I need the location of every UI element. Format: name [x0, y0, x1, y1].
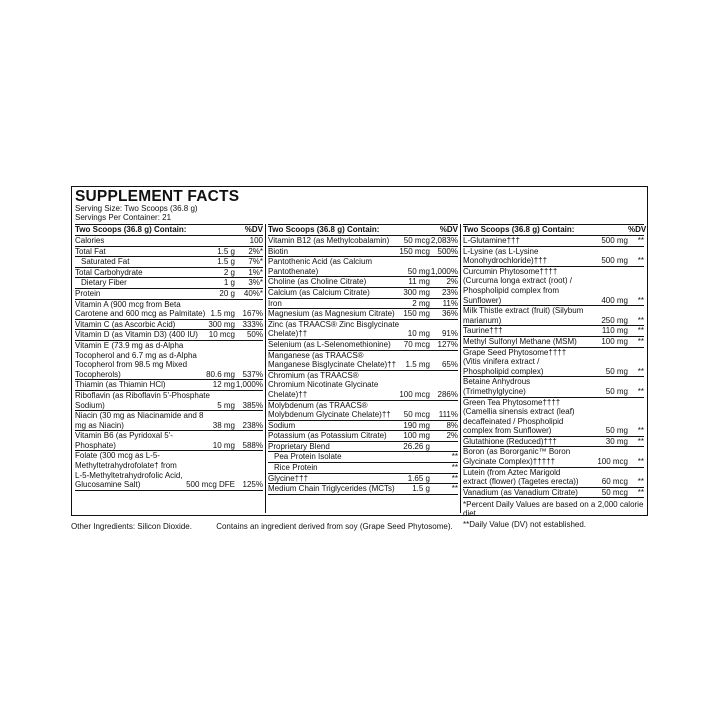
nutrient-dv: 23% [441, 287, 458, 297]
nutrient-dv: ** [637, 366, 644, 376]
nutrient-amount: 80.6 mg [206, 369, 235, 379]
facts-column-2 [266, 224, 461, 513]
nutrient-amount: 30 mg [605, 436, 628, 446]
nutrient-dv: ** [637, 426, 644, 436]
nutrient-row [75, 431, 263, 451]
nutrient-dv: ** [451, 473, 458, 483]
nutrient-dv: 7%* [248, 257, 263, 267]
nutrient-dv: 3%* [248, 278, 263, 288]
column-header-label: Two Scoops (36.8 g) Contain: [268, 225, 380, 234]
nutrient-dv: 333% [242, 319, 263, 329]
nutrient-name: Lutein (from Aztec Marigold extract (flower) (Tagetes erecta)) [463, 467, 579, 487]
nutrient-dv: ** [637, 295, 644, 305]
nutrient-name: Saturated Fat [81, 257, 130, 267]
nutrient-row [463, 236, 644, 247]
nutrient-row [268, 236, 458, 247]
nutrient-name: Proprietary Blend [268, 441, 330, 451]
nutrient-name: Biotin [268, 246, 289, 256]
nutrient-name: Vitamin B6 (as Pyridoxal 5'-Phosphate) [75, 431, 173, 450]
nutrient-dv: 91% [441, 329, 458, 339]
nutrient-name: Iron [268, 298, 282, 308]
column-header [268, 224, 458, 236]
nutrient-dv: ** [637, 236, 644, 245]
nutrient-row [268, 484, 458, 495]
nutrient-amount: 250 mg [601, 315, 628, 325]
nutrient-name: Rice Protein [274, 463, 318, 473]
column-header-label: Two Scoops (36.8 g) Contain: [463, 225, 575, 234]
nutrient-amount: 300 mg [208, 319, 235, 329]
nutrient-name: Thiamin (as Thiamin HCl) [75, 380, 166, 390]
nutrient-dv: 2%* [248, 246, 263, 256]
nutrient-amount: 150 mcg [399, 246, 430, 256]
nutrient-dv: ** [637, 315, 644, 325]
nutrient-amount: 110 mg [601, 326, 628, 336]
nutrient-name: Molybdenum (as TRAACS® Molybdenum Glycinate Chelate)†† [268, 400, 391, 420]
nutrient-name: Calcium (as Calcium Citrate) [268, 287, 370, 297]
nutrient-amount: 400 mg [601, 295, 628, 305]
panel-title: SUPPLEMENT FACTS [75, 188, 240, 205]
nutrient-amount: 1.5 g [217, 257, 235, 267]
nutrient-name: Boron (as Bororganic™ Boron Glycinate Complex)††††† [463, 447, 571, 467]
nutrient-amount: 100 mcg [597, 457, 628, 467]
nutrient-row [268, 442, 458, 453]
nutrient-row [463, 348, 644, 378]
nutrient-dv: 167% [242, 309, 263, 319]
nutrient-amount: 11 mg [408, 277, 430, 287]
nutrient-name: Glutathione (Reduced)††† [463, 436, 557, 446]
nutrient-name: Manganese (as TRAACS® Manganese Bisglycinate Chelate)†† [268, 350, 397, 370]
nutrient-row [268, 452, 458, 463]
nutrient-row [463, 247, 644, 267]
nutrient-dv: 111% [438, 410, 458, 420]
nutrient-dv: 537% [242, 369, 263, 379]
nutrient-name: Betaine Anhydrous (Trimethylglycine) [463, 377, 531, 396]
nutrient-name: Folate (300 mcg as L-5-Methyltetrahydrofolate† from L-5-Methyltetrahydrofolic Acid, Glucosamine Salt) [75, 451, 183, 490]
nutrient-row [75, 247, 263, 258]
nutrient-row [268, 277, 458, 288]
nutrient-name: Vitamin A (900 mcg from Beta Carotene and 600 mcg as Palmitate) [75, 299, 206, 319]
nutrient-name: Total Fat [75, 246, 106, 256]
nutrient-name: Niacin (30 mg as Niacinamide and 8 mg as Niacin) [75, 411, 204, 430]
nutrient-name: Total Carbohydrate [75, 267, 143, 277]
nutrient-name: Green Tea Phytosome†††† (Camellia sinensis extract (leaf) decaffeinated / Phospholipid complex from Sunflower) [463, 397, 575, 436]
footnote: *Percent Daily Values are based on a 2,000 calorie diet. [463, 500, 644, 519]
nutrient-dv: ** [451, 452, 458, 462]
nutrient-dv: 2% [446, 277, 458, 287]
nutrient-dv: ** [637, 457, 644, 467]
nutrient-row [75, 236, 263, 247]
nutrient-amount: 20 g [219, 288, 235, 298]
nutrient-row [463, 267, 644, 306]
nutrient-row [268, 309, 458, 320]
nutrient-dv: ** [637, 386, 644, 396]
nutrient-row [463, 306, 644, 326]
nutrient-amount: 50 mcg [601, 487, 628, 497]
nutrient-amount: 1.5 g [412, 484, 430, 494]
nutrient-dv: 40%* [243, 288, 263, 298]
column-header-label: Two Scoops (36.8 g) Contain: [75, 225, 187, 234]
nutrient-amount: 1.5 mg [210, 309, 235, 319]
nutrient-amount: 1.5 g [217, 246, 235, 256]
nutrient-name: Zinc (as TRAACS® Zinc Bisglycinate Chelate)†† [268, 319, 400, 339]
nutrient-amount: 100 mg [403, 431, 430, 441]
nutrient-amount: 150 mg [403, 309, 430, 319]
nutrient-row [463, 326, 644, 337]
nutrient-amount: 500 mg [601, 256, 628, 266]
nutrient-row [268, 340, 458, 351]
nutrient-name: Protein [75, 288, 101, 298]
nutrient-amount: 100 mcg [399, 389, 430, 399]
nutrient-row [75, 391, 263, 411]
nutrient-name: Pea Protein Isolate [274, 452, 342, 462]
nutrient-name: Riboflavin (as Riboflavin 5'-Phosphate Sodium) [75, 390, 210, 410]
facts-column-3 [461, 224, 647, 530]
nutrient-amount: 60 mcg [601, 477, 628, 487]
nutrient-row [75, 411, 263, 431]
nutrient-row [463, 398, 644, 437]
nutrient-name: Chromium (as TRAACS® Chromium Nicotinate Glycinate Chelate)†† [268, 370, 379, 399]
nutrient-dv: 1%* [248, 267, 263, 277]
nutrient-name: Grape Seed Phytosome†††† (Vitis vinifera extract / Phospholipid complex) [463, 347, 567, 376]
nutrient-name: Milk Thistle extract (fruit) (Silybum marianum) [463, 306, 584, 325]
nutrient-dv: 2% [446, 431, 458, 441]
column-header-dv: %DV [628, 225, 647, 234]
nutrient-amount: 50 mg [407, 266, 430, 276]
nutrient-dv: 1,000% [430, 266, 458, 276]
nutrient-row [268, 431, 458, 442]
nutrient-row [75, 380, 263, 391]
soy-statement: Contains an ingredient derived from soy (Grape Seed Phytosome). [216, 522, 453, 531]
nutrient-name: Calories [75, 236, 105, 245]
nutrient-amount: 10 mcg [208, 330, 235, 340]
nutrient-amount: 50 mg [605, 426, 628, 436]
nutrient-dv: 286% [437, 389, 458, 399]
nutrient-name: Choline (as Choline Citrate) [268, 277, 367, 287]
nutrient-amount: 70 mcg [403, 339, 430, 349]
nutrient-dv: 50% [246, 330, 263, 340]
nutrient-amount: 12 mg [212, 380, 235, 390]
facts-column-1 [75, 224, 266, 513]
nutrient-amount: 50 mg [605, 386, 628, 396]
nutrient-dv: 36% [441, 309, 458, 319]
nutrient-amount: 50 mcg [403, 236, 430, 245]
nutrient-row [268, 299, 458, 310]
nutrient-dv: ** [637, 256, 644, 266]
nutrient-row [75, 300, 263, 320]
nutrient-row [268, 421, 458, 432]
nutrient-dv: ** [637, 436, 644, 446]
nutrient-row [463, 337, 644, 348]
nutrient-dv: 588% [242, 440, 263, 450]
nutrient-amount: 500 mcg DFE [186, 480, 235, 490]
nutrient-row [268, 371, 458, 401]
column-header-dv: %DV [439, 225, 458, 234]
serving-size: Serving Size: Two Scoops (36.8 g) [75, 204, 198, 213]
other-ingredients-line [71, 522, 475, 532]
nutrient-name: Taurine††† [463, 326, 503, 336]
nutrient-name: Vitamin D (as Vitamin D3) (400 IU) [75, 330, 198, 340]
nutrient-amount: 10 mg [212, 440, 235, 450]
nutrient-name: L-Lysine (as L-Lysine Monohydrochloride)††† [463, 246, 548, 266]
nutrient-name: Vitamin B12 (as Methylcobalamin) [268, 236, 390, 245]
nutrient-name: L-Glutamine††† [463, 236, 520, 245]
nutrient-row [463, 468, 644, 488]
nutrient-row [268, 474, 458, 485]
nutrient-dv: 65% [441, 360, 458, 370]
nutrient-amount: 2 g [223, 267, 235, 277]
nutrient-name: Methyl Sulfonyl Methane (MSM) [463, 336, 577, 346]
nutrient-name: Selenium (as L-Selenomethionine) [268, 339, 391, 349]
nutrient-amount: 1.5 mg [405, 360, 430, 370]
nutrient-row [268, 247, 458, 258]
column-header-dv: %DV [244, 225, 263, 234]
nutrient-dv: 500% [437, 246, 458, 256]
nutrient-dv: 385% [242, 400, 263, 410]
nutrient-row [268, 351, 458, 371]
nutrient-name: Glycine††† [268, 473, 309, 483]
nutrient-dv: ** [637, 326, 644, 336]
nutrient-row [463, 488, 644, 499]
nutrient-amount: 100 mg [601, 336, 628, 346]
nutrient-name: Sodium [268, 420, 296, 430]
nutrient-name: Vitamin C (as Ascorbic Acid) [75, 319, 176, 329]
nutrient-row [463, 447, 644, 467]
nutrient-row [75, 289, 263, 300]
nutrient-row [268, 257, 458, 277]
nutrient-dv: 8% [446, 420, 458, 430]
nutrient-amount: 38 mg [212, 420, 235, 430]
nutrient-amount: 50 mcg [403, 410, 430, 420]
nutrient-name: Medium Chain Triglycerides (MCTs) [268, 484, 395, 494]
nutrient-dv: 100 [249, 236, 263, 245]
nutrient-dv: 127% [437, 339, 458, 349]
nutrient-dv: 1,000% [235, 380, 263, 390]
nutrient-row [268, 320, 458, 340]
nutrient-amount: 1 g [223, 278, 235, 288]
nutrient-row [75, 257, 263, 268]
nutrient-dv: ** [637, 477, 644, 487]
nutrient-dv: ** [451, 463, 458, 473]
nutrient-name: Pantothenic Acid (as Calcium Pantothenate) [268, 257, 373, 276]
nutrient-row [75, 278, 263, 289]
nutrient-dv: ** [451, 484, 458, 494]
nutrient-amount: 1.65 g [407, 473, 430, 483]
nutrient-amount: 300 mg [403, 287, 430, 297]
servings-per-container: Servings Per Container: 21 [75, 213, 172, 222]
nutrient-amount: 2 mg [412, 298, 430, 308]
nutrient-name: Potassium (as Potassium Citrate) [268, 431, 387, 441]
nutrient-name: Curcumin Phytosome†††† (Curcuma longa extract (root) / Phospholipid complex from Sunflower) [463, 266, 572, 305]
nutrient-amount: 50 mg [605, 366, 628, 376]
nutrient-row [75, 330, 263, 341]
nutrient-row [268, 288, 458, 299]
footnote: **Daily Value (DV) not established. [463, 520, 587, 530]
nutrient-row [75, 320, 263, 331]
nutrient-amount: 26.26 g [403, 441, 430, 451]
nutrient-row [75, 341, 263, 380]
nutrient-row [268, 463, 458, 474]
nutrient-name: Magnesium (as Magnesium Citrate) [268, 309, 395, 319]
nutrient-row [268, 401, 458, 421]
nutrient-amount: 190 mg [403, 420, 430, 430]
column-header [75, 224, 263, 236]
nutrient-name: Dietary Fiber [81, 278, 127, 288]
nutrient-name: Vanadium (as Vanadium Citrate) [463, 487, 578, 497]
nutrient-amount: 500 mg [601, 236, 628, 245]
nutrient-dv: 11% [442, 298, 458, 308]
nutrient-row [463, 377, 644, 397]
nutrient-row [75, 268, 263, 279]
nutrient-dv: ** [637, 487, 644, 497]
nutrient-row [463, 437, 644, 448]
nutrient-amount: 5 mg [217, 400, 235, 410]
column-header [463, 224, 647, 236]
nutrient-dv: 2,083% [430, 236, 458, 245]
other-ingredients: Other Ingredients: Silicon Dioxide. [71, 522, 192, 531]
nutrient-dv: 125% [242, 480, 263, 490]
nutrient-name: Vitamin E (73.9 mg as d-Alpha Tocopherol and 6.7 mg as d-Alpha Tocopherol from 98.5 mg Mixed Tocopherols) [75, 340, 197, 379]
nutrient-dv: 238% [242, 420, 263, 430]
nutrient-dv: ** [637, 336, 644, 346]
nutrient-row [75, 451, 263, 490]
nutrient-amount: 10 mg [407, 329, 430, 339]
